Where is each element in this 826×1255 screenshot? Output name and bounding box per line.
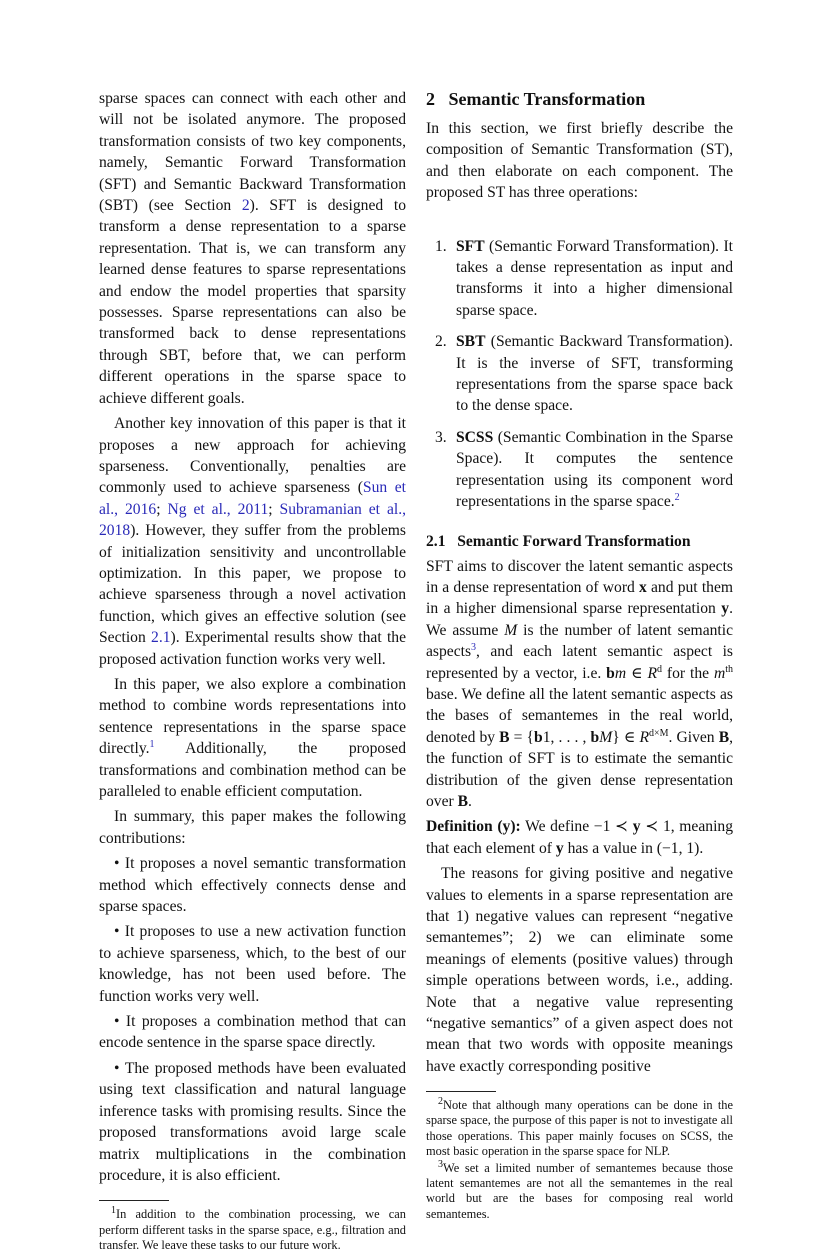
left-footnotes — [99, 1190, 406, 1255]
paragraph — [99, 1011, 406, 1054]
list-number: 2. — [435, 333, 447, 351]
paragraph — [426, 863, 733, 1077]
text-run: Definition (y): — [426, 818, 521, 836]
footnote-rule — [426, 1091, 496, 1092]
paragraph — [99, 921, 406, 1007]
footnote — [426, 1098, 733, 1159]
footnote-rule — [99, 1200, 169, 1201]
text-run: ; — [268, 500, 280, 518]
text-run: SCSS — [456, 428, 494, 446]
math-symbol: d — [657, 663, 663, 675]
text-run: has a value in (−1, 1). — [563, 839, 704, 857]
text-run: . We assume — [426, 600, 733, 639]
text-run: Another key innovation of this paper is that it proposes a new approach for achieving sparseness. Conventionally, penalties are commonly used to achieve sparseness ( — [99, 415, 406, 497]
text-run: • The proposed methods have been evaluated using text classification and natural language inference tasks with promising results. Since the proposed transformations avoid large scale matrix multiplications in the combination procedure, it is also efficient. — [99, 1059, 406, 1184]
text-run: Additionally, the proposed transformations and combination method can be paralleled to enable efficient computation. — [99, 740, 406, 800]
math-symbol: d×M — [648, 727, 669, 739]
text-run: , the function of SFT is to estimate the semantic distribution of the given dense representation over — [426, 728, 734, 810]
paragraph — [99, 853, 406, 917]
reference-link[interactable]: 2 — [674, 491, 680, 503]
text-run: In summary, this paper makes the following contributions: — [99, 808, 406, 847]
text-run: (Semantic Forward Transformation). It takes a dense representation as input and transforms it into a higher dimensional sparse space. — [456, 237, 733, 319]
text-run: SFT — [456, 237, 485, 255]
math-symbol: b — [534, 728, 543, 746]
paragraph — [426, 556, 733, 813]
text-run: ≺ 1, meaning that each element of — [426, 818, 733, 857]
paragraph — [99, 674, 406, 802]
text-run: In this section, we first briefly describe the composition of Semantic Transformation (ST), and then elaborate on each component. The proposed ST has three operations: — [426, 120, 733, 202]
math-symbol: 2 — [438, 1096, 443, 1108]
right-column-body — [426, 556, 733, 1082]
list-item — [426, 427, 733, 513]
text-run: and put them in a higher dimensional sparse representation — [426, 578, 733, 618]
math-symbol: B — [457, 792, 469, 810]
math-symbol: y — [555, 839, 564, 857]
reference-link[interactable]: 3 — [471, 641, 477, 653]
text-run: In this paper, we also explore a combination method to combine words representations into sentence representations in the sparse space directly. — [99, 675, 406, 758]
operations-list — [426, 236, 733, 523]
text-run: is the number of latent semantic aspects — [426, 621, 733, 661]
math-symbol: x — [639, 578, 647, 596]
math-symbol: y — [721, 600, 730, 618]
text-run: base. We define all the latent semantic aspects as the bases of semantemes in the real world, denoted by — [426, 685, 733, 746]
text-run: • It proposes to use a new activation function to achieve sparseness, which, to the best of our knowledge, has not been used before. The function works very well. — [99, 923, 406, 1005]
text-run: , and each latent semantic aspect is represented by a vector, i.e. — [426, 643, 733, 682]
math-symbol: th — [725, 663, 734, 675]
text-run: ∈ — [626, 664, 648, 682]
math-symbol: b — [606, 664, 615, 682]
paragraph — [426, 816, 733, 859]
math-symbol: 3 — [438, 1158, 443, 1170]
left-column-body — [99, 88, 406, 1190]
math-symbol: m — [614, 664, 627, 682]
text-run: SBT — [456, 333, 486, 351]
text-run: for the — [662, 664, 714, 682]
math-symbol: M — [599, 728, 613, 746]
section-intro — [426, 118, 733, 204]
text-run: sparse spaces can connect with each other and will not be isolated anymore. The proposed transformation consists of two key components, namely, Semantic Forward Transformation (SFT) and Semantic Backward Transformation (SBT) (see Section — [99, 90, 406, 215]
reference-link[interactable]: 2.1 — [151, 629, 171, 647]
math-symbol: m — [713, 664, 726, 682]
paragraph — [99, 1058, 406, 1186]
footnote — [426, 1158, 733, 1222]
text-run: 1 — [542, 728, 551, 746]
section-title: Semantic Transformation — [448, 89, 646, 109]
math-symbol: b — [590, 728, 600, 746]
text-run: . Given — [668, 728, 719, 746]
text-run: , . . . , — [550, 728, 591, 746]
paragraph — [99, 413, 406, 670]
list-number: 1. — [435, 237, 447, 255]
math-symbol: B — [499, 728, 510, 746]
math-symbol: M — [504, 621, 518, 639]
text-run: • It proposes a combination method that can encode sentence in the sparse space directly. — [99, 1013, 406, 1052]
reference-link[interactable]: 1 — [149, 739, 155, 750]
reference-link[interactable]: 2 — [241, 197, 250, 215]
text-run: We define −1 ≺ — [520, 818, 633, 836]
text-run: • It proposes a novel semantic transformation method which effectively connects dense and sparse spaces. — [99, 855, 406, 916]
math-symbol: R — [647, 664, 658, 682]
list-number: 3. — [435, 428, 447, 446]
text-run: In addition to the combination processing, we can perform different tasks in the sparse space, e.g., filtration and transfer. We leave these tasks to our future work. — [99, 1207, 406, 1252]
text-run: ). Experimental results show that the proposed activation function works very well. — [99, 629, 406, 668]
math-symbol: R — [639, 728, 649, 746]
footnote — [99, 1207, 406, 1253]
text-run: ). However, they suffer from the problems of initialization sensitivity and uncontrollable optimization. In this paper, we propose to achieve sparseness through a novel activation function, which gives an effective solution (see Section — [99, 522, 406, 647]
text-run: . — [468, 792, 472, 810]
list-item — [426, 331, 733, 417]
paragraph — [99, 806, 406, 849]
list-item — [426, 236, 733, 322]
text-run: The reasons for giving positive and negative values to elements in a sparse representation are that 1) negative values can represent “negative semantemes”; 2) we can eliminate some meanings of elements (positive values) through simple operations between words, i.e., adding. Note that a negative value representing “negative semantics” of a given aspect does not mean that two words with opposite meanings have exactly corresponding positive — [426, 865, 733, 1075]
math-symbol: B — [718, 728, 730, 746]
paragraph — [99, 88, 406, 409]
math-symbol: 1 — [111, 1205, 116, 1217]
text-run: ). SFT is designed to transform a dense representation to a sparse representation. That is, we can transform any learned dense features to sparse representations and endow the model properties that sparsity possesses. Sparse representations can also be transformed back to dense representations through SBT, before that, we can perform different operations in the sparse space to achieve different goals. — [99, 197, 406, 407]
reference-link[interactable]: Subramanian et al., 2018 — [99, 500, 407, 540]
section-heading — [426, 88, 733, 110]
text-run: (Semantic Backward Transformation). It is the inverse of SFT, transforming representations from the sparse space back to the dense space. — [456, 333, 733, 415]
math-symbol: y — [632, 818, 641, 836]
right-footnotes — [426, 1081, 733, 1224]
text-run: (Semantic Combination in the Sparse Space). It computes the sentence representation using its component word representations in the sparse space. — [456, 428, 733, 511]
subsection-heading — [426, 531, 733, 552]
subsection-number: 2.1 — [426, 532, 446, 550]
left-column — [99, 88, 406, 1255]
right-column — [426, 88, 733, 1224]
text-run: SFT aims to discover the latent semantic aspects in a dense representation of word — [426, 557, 733, 596]
text-run: = { — [509, 728, 535, 746]
text-run: We set a limited number of semantemes because those latent semantemes are not all the semantemes in the real world but are the bases for composing real world semantemes. — [426, 1161, 733, 1221]
text-run: ; — [156, 500, 168, 518]
reference-link[interactable]: Ng et al., 2011 — [167, 500, 269, 518]
subsection-title: Semantic Forward Transformation — [457, 532, 691, 550]
reference-link[interactable]: Sun et al., 2016 — [99, 479, 406, 518]
text-run: } ∈ — [612, 728, 640, 746]
text-run: Note that although many operations can be done in the sparse space, the purpose of this paper is not to investigate all those operations. This paper mainly focuses on SCSS, the most basic operation in the sparse space for NLP. — [426, 1098, 733, 1158]
section-number: 2 — [426, 89, 435, 109]
